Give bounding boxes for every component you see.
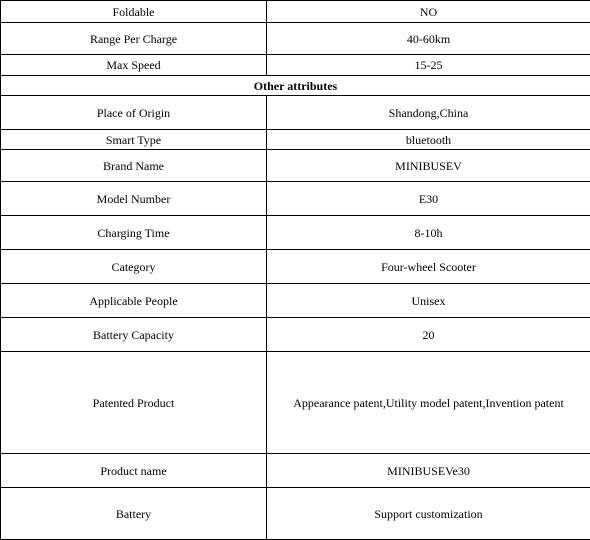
attribute-label: Foldable <box>1 1 267 23</box>
table-row <box>1 130 590 150</box>
attribute-value: Support customization <box>267 488 590 540</box>
table-row <box>1 96 590 130</box>
table-row <box>1 250 590 284</box>
attribute-label: Place of Origin <box>1 96 267 130</box>
attribute-value: 15-25 <box>267 55 590 76</box>
attribute-label: Smart Type <box>1 130 267 150</box>
attribute-value: bluetooth <box>267 130 590 150</box>
table-row <box>1 216 590 250</box>
attribute-value: NO <box>267 1 590 23</box>
table-row <box>1 1 590 23</box>
table-row <box>1 284 590 318</box>
attribute-value: 8-10h <box>267 216 590 250</box>
attribute-label: Max Speed <box>1 55 267 76</box>
attribute-label: Charging Time <box>1 216 267 250</box>
table-row <box>1 454 590 488</box>
attribute-value: 20 <box>267 318 590 352</box>
attribute-label: Battery Capacity <box>1 318 267 352</box>
table-row <box>1 318 590 352</box>
attribute-label: Category <box>1 250 267 284</box>
attribute-label: Patented Product <box>1 352 267 454</box>
table-row <box>1 352 590 454</box>
attribute-value: E30 <box>267 182 590 216</box>
table-row <box>1 23 590 55</box>
table-row <box>1 55 590 76</box>
attribute-value: Shandong,China <box>267 96 590 130</box>
attribute-label: Brand Name <box>1 150 267 182</box>
table-row <box>1 150 590 182</box>
attribute-value: Appearance patent,Utility model patent,Invention patent <box>267 352 590 454</box>
attribute-value: 40-60km <box>267 23 590 55</box>
attribute-label: Product name <box>1 454 267 488</box>
attribute-value: Four-wheel Scooter <box>267 250 590 284</box>
attribute-label: Battery <box>1 488 267 540</box>
section-header-row <box>1 76 590 96</box>
section-title: Other attributes <box>1 76 590 96</box>
table-row <box>1 488 590 540</box>
table-row <box>1 182 590 216</box>
attribute-value: MINIBUSEV <box>267 150 590 182</box>
attribute-label: Range Per Charge <box>1 23 267 55</box>
attribute-label: Applicable People <box>1 284 267 318</box>
attribute-label: Model Number <box>1 182 267 216</box>
attribute-value: Unisex <box>267 284 590 318</box>
attribute-value: MINIBUSEVe30 <box>267 454 590 488</box>
